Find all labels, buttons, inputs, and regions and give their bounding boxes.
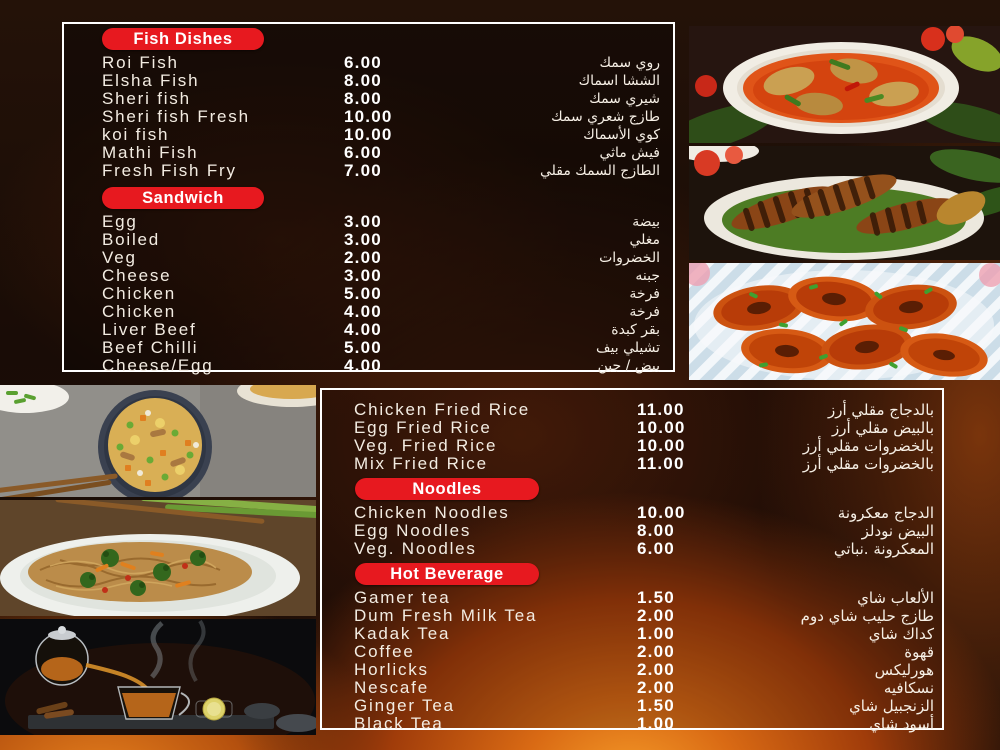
item-name-arabic: هورليكس — [874, 661, 934, 679]
item-name: Egg Fried Rice — [354, 418, 492, 437]
item-name: Gamer tea — [354, 588, 451, 607]
item-price: 2.00 — [637, 660, 675, 679]
item-name: Chicken — [102, 302, 177, 321]
item-name: Ginger Tea — [354, 696, 455, 715]
item-name-arabic: الطازج السمك مقلي — [539, 163, 660, 179]
item-price: 6.00 — [344, 53, 382, 72]
item-name: Black Tea — [354, 714, 444, 733]
item-name-arabic: الدجاج معكرونة — [837, 504, 934, 522]
photo-vegetable-noodles-plate — [0, 500, 316, 616]
item-name: Egg — [102, 212, 138, 231]
menu-item-row — [64, 266, 673, 284]
item-price: 11.00 — [637, 454, 685, 473]
menu-item-row — [64, 284, 673, 302]
menu-item-row — [322, 454, 942, 472]
item-name: Kadak Tea — [354, 624, 451, 643]
section-title-fish-dishes: Fish Dishes — [102, 28, 264, 50]
item-name-arabic: الألعاب شاي — [857, 589, 934, 607]
item-price: 10.00 — [344, 125, 393, 144]
item-price: 3.00 — [344, 230, 382, 249]
photo-fried-fish-masala — [689, 263, 1000, 380]
item-name: Veg. Noodles — [354, 539, 477, 558]
item-name-arabic: بقر كبدة — [611, 322, 660, 338]
menu-item-row — [322, 714, 942, 732]
item-name: Chicken — [102, 284, 177, 303]
section-title-hot-beverage: Hot Beverage — [355, 563, 539, 585]
item-name-arabic: فيش ماثي — [599, 145, 660, 161]
item-price: 6.00 — [344, 143, 382, 162]
item-name: Egg Noodles — [354, 521, 472, 540]
menu-item-row — [64, 71, 673, 89]
item-name: Horlicks — [354, 660, 429, 679]
item-name-arabic: شيري سمك — [589, 91, 660, 107]
menu-item-row — [322, 539, 942, 557]
item-price: 10.00 — [637, 418, 686, 437]
item-name-arabic: فرخة — [629, 286, 660, 302]
item-price: 8.00 — [637, 521, 675, 540]
item-name: Cheese — [102, 266, 172, 285]
item-name-arabic: طازج حليب شاي دوم — [800, 607, 934, 625]
item-name: Veg — [102, 248, 137, 267]
item-price: 6.00 — [637, 539, 675, 558]
item-price: 2.00 — [637, 642, 675, 661]
menu-item-row — [64, 356, 673, 374]
menu-item-row — [64, 338, 673, 356]
item-name-arabic: البيض نودلز — [861, 522, 934, 540]
fried-rice-section — [322, 400, 942, 472]
menu-item-row — [322, 696, 942, 714]
item-price: 1.00 — [637, 714, 675, 733]
item-name-arabic: جبنه — [635, 268, 660, 284]
item-name-arabic: المعكرونة .نباتي — [833, 540, 934, 558]
menu-item-row — [322, 678, 942, 696]
section-title-sandwich: Sandwich — [102, 187, 264, 209]
fish-photos-column — [689, 26, 1000, 380]
item-name: Mathi Fish — [102, 143, 199, 162]
photo-chicken-fried-rice-bowl — [0, 385, 316, 497]
item-price: 11.00 — [637, 400, 685, 419]
item-price: 5.00 — [344, 338, 382, 357]
item-name-arabic: بالخضروات مقلي أرز — [802, 437, 934, 455]
item-name-arabic: بيض / جبن — [597, 358, 660, 374]
noodles-section — [322, 503, 942, 557]
item-name-arabic: نسكافيه — [883, 679, 934, 697]
menu-item-row — [64, 161, 673, 179]
item-name-arabic: بالخضروات مقلي أرز — [802, 455, 934, 473]
menu-item-row — [64, 320, 673, 338]
item-price: 2.00 — [344, 248, 382, 267]
fish-sandwich-panel — [62, 22, 675, 375]
item-name: Fresh Fish Fry — [102, 161, 237, 180]
item-name-arabic: بالبيض مقلي أرز — [831, 419, 934, 437]
menu-item-row — [322, 418, 942, 436]
hot-beverage-section — [322, 588, 942, 732]
item-name-arabic: كداك شاي — [868, 625, 934, 643]
item-price: 10.00 — [637, 436, 686, 455]
menu-item-row — [322, 436, 942, 454]
item-price: 1.50 — [637, 696, 675, 715]
item-name-arabic: تشيلي بيف — [596, 340, 660, 356]
menu-item-row — [64, 230, 673, 248]
photo-hot-tea-pour — [0, 619, 316, 735]
item-name: Roi Fish — [102, 53, 179, 72]
item-name-arabic: بالدجاج مقلي أرز — [828, 401, 934, 419]
item-name: Chicken Noodles — [354, 503, 510, 522]
item-name: Liver Beef — [102, 320, 197, 339]
menu-item-row — [64, 89, 673, 107]
item-name: Chicken Fried Rice — [354, 400, 531, 419]
item-name-arabic: الزنجبيل شاي — [849, 697, 934, 715]
menu-item-row — [322, 588, 942, 606]
item-price: 4.00 — [344, 320, 382, 339]
item-price: 2.00 — [637, 678, 675, 697]
item-name: Mix Fried Rice — [354, 454, 488, 473]
rice-noodles-tea-photos-column — [0, 385, 316, 735]
item-name-arabic: قهوة — [904, 643, 934, 661]
photo-grilled-fish-platter — [689, 146, 1000, 260]
item-name-arabic: أسود شاي — [869, 715, 934, 733]
menu-item-row — [322, 503, 942, 521]
item-name: Nescafe — [354, 678, 429, 697]
item-name: koi fish — [102, 125, 170, 144]
item-price: 2.00 — [637, 606, 675, 625]
menu-item-row — [64, 125, 673, 143]
item-price: 4.00 — [344, 356, 382, 375]
menu-item-row — [322, 521, 942, 539]
item-name: Veg. Fried Rice — [354, 436, 498, 455]
item-price: 8.00 — [344, 71, 382, 90]
item-price: 3.00 — [344, 266, 382, 285]
item-name-arabic: الخضروات — [599, 250, 660, 266]
item-name: Coffee — [354, 642, 415, 661]
item-price: 1.50 — [637, 588, 675, 607]
menu-item-row — [322, 642, 942, 660]
item-name: Sheri fish — [102, 89, 191, 108]
item-name-arabic: مغلي — [629, 232, 660, 248]
item-name-arabic: كوي الأسماك — [583, 127, 660, 143]
menu-item-row — [64, 302, 673, 320]
item-name-arabic: طازج شعري سمك — [551, 109, 660, 125]
item-name: Cheese/Egg — [102, 356, 214, 375]
item-price: 10.00 — [344, 107, 393, 126]
section-title-noodles: Noodles — [355, 478, 539, 500]
item-name-arabic: فرخة — [629, 304, 660, 320]
menu-item-row — [322, 400, 942, 418]
item-price: 5.00 — [344, 284, 382, 303]
menu-item-row — [64, 53, 673, 71]
rice-noodles-beverage-panel — [320, 388, 944, 733]
item-name: Beef Chilli — [102, 338, 199, 357]
menu-item-row — [322, 624, 942, 642]
menu-item-row — [64, 143, 673, 161]
item-name: Dum Fresh Milk Tea — [354, 606, 538, 625]
photo-fish-curry-bowl — [689, 26, 1000, 143]
menu-item-row — [64, 212, 673, 230]
item-name-arabic: الششا اسماك — [578, 73, 660, 89]
item-price: 3.00 — [344, 212, 382, 231]
menu-item-row — [322, 606, 942, 624]
item-name-arabic: بيضة — [632, 214, 660, 230]
menu-item-row — [64, 107, 673, 125]
menu-item-row — [64, 248, 673, 266]
menu-item-row — [322, 660, 942, 678]
item-price: 10.00 — [637, 503, 686, 522]
item-name: Elsha Fish — [102, 71, 200, 90]
item-name-arabic: روي سمك — [599, 55, 660, 71]
item-name: Boiled — [102, 230, 161, 249]
fish-dishes-section — [64, 53, 673, 179]
item-price: 8.00 — [344, 89, 382, 108]
item-price: 4.00 — [344, 302, 382, 321]
item-price: 1.00 — [637, 624, 675, 643]
sandwich-section — [64, 212, 673, 374]
item-price: 7.00 — [344, 161, 382, 180]
item-name: Sheri fish Fresh — [102, 107, 250, 126]
